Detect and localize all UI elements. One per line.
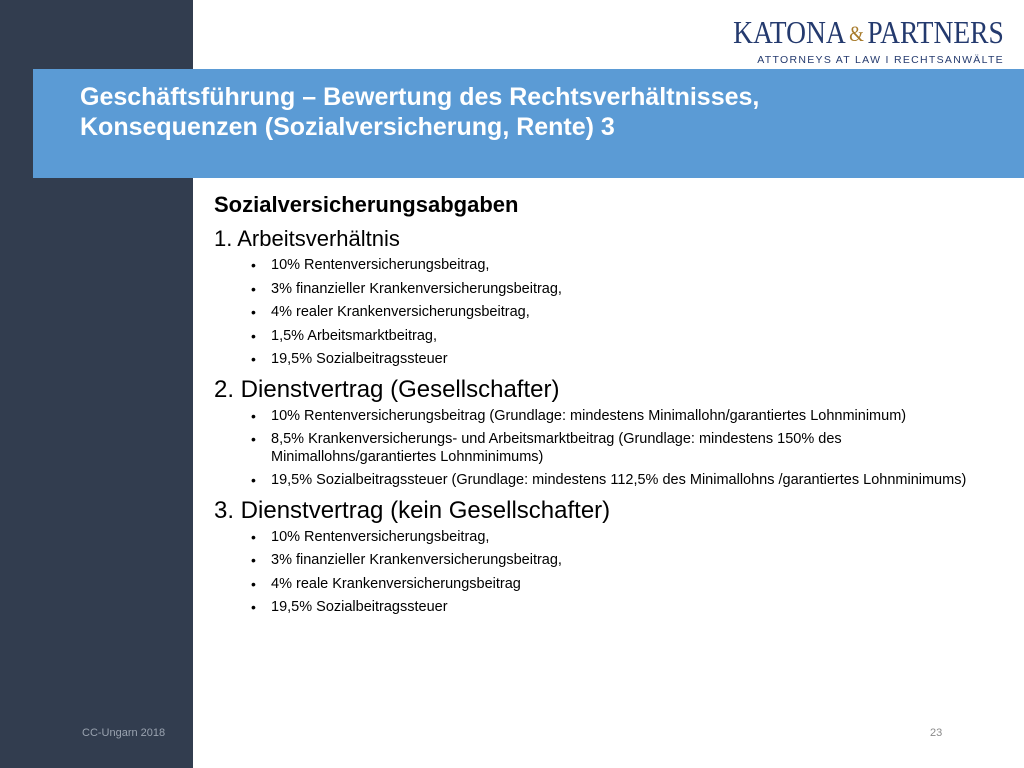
list-item-text: 1,5% Arbeitsmarktbeitrag,: [271, 327, 438, 344]
logo-tagline: ATTORNEYS AT LAW I RECHTSANWÄLTE: [757, 54, 1004, 66]
list-item-text: 3% finanzieller Krankenversicherungsbeitrag,: [271, 552, 562, 568]
section-list-dienstvertrag-gesellschafter: [214, 408, 974, 490]
bullet-icon: •: [251, 407, 256, 424]
list-item: [214, 351, 974, 369]
list-item-text: 10% Rentenversicherungsbeitrag,: [271, 257, 490, 273]
list-item-text: 10% Rentenversicherungsbeitrag,: [271, 528, 490, 545]
logo-ampersand: &: [849, 21, 865, 46]
section-title-dienstvertrag-kein-gesellschafter: 3. Dienstvertrag (kein Gesellschafter): [214, 496, 611, 524]
content-heading: Sozialversicherungsabgaben: [214, 192, 519, 217]
bullet-icon: •: [251, 431, 256, 447]
footer-label: CC-Ungarn 2018: [82, 727, 166, 739]
list-item-text: 3% finanzieller Krankenversicherungsbeitrag,: [271, 280, 562, 297]
list-item: [214, 304, 974, 322]
list-item: [214, 328, 974, 346]
slide-title-line-1: Geschäftsführung – Bewertung des Rechtsverhältnisses,: [80, 83, 760, 111]
list-item-text: 4% realer Krankenversicherungsbeitrag,: [271, 304, 530, 320]
section-list-arbeitsverhaeltnis: [214, 257, 974, 369]
bullet-icon: •: [251, 528, 256, 545]
list-item: [214, 408, 974, 426]
bullet-icon: •: [251, 257, 256, 273]
list-item: [214, 529, 974, 547]
slide-title: [80, 82, 980, 142]
list-item: [214, 257, 974, 275]
list-item-text: 10% Rentenversicherungsbeitrag (Grundlage: mindestens Minimallohn/garantiertes Lohnminimum): [271, 407, 907, 424]
list-item: [214, 472, 974, 490]
bullet-icon: •: [251, 575, 256, 592]
list-item-text: 4% reale Krankenversicherungsbeitrag: [271, 575, 521, 592]
logo-wordmark: [733, 14, 1004, 52]
list-item: [214, 552, 974, 570]
list-item: [214, 599, 974, 617]
section-title-arbeitsverhaeltnis: 1. Arbeitsverhältnis: [214, 226, 400, 251]
section-title-dienstvertrag-gesellschafter: 2. Dienstvertrag (Gesellschafter): [214, 375, 560, 403]
list-item: [214, 281, 974, 299]
company-logo: [733, 14, 1008, 70]
section-list-dienstvertrag-kein-gesellschafter: [214, 529, 974, 617]
bullet-icon: •: [251, 552, 256, 568]
bullet-icon: •: [251, 472, 256, 488]
bullet-icon: •: [251, 599, 256, 615]
list-item-text: 8,5% Krankenversicherungs- und Arbeitsmarktbeitrag (Grundlage: mindestens 150% des Minimallohns/garantiertes Lohnminimums): [271, 431, 842, 465]
logo-name-right: PARTNERS: [867, 14, 1004, 50]
slide-content: [214, 192, 974, 623]
list-item: [214, 431, 974, 466]
page-number: 23: [930, 727, 943, 739]
logo-name-left: KATONA: [733, 14, 846, 50]
bullet-icon: •: [251, 327, 256, 344]
bullet-icon: •: [251, 304, 256, 320]
list-item-text: 19,5% Sozialbeitragssteuer: [271, 351, 448, 367]
list-item: [214, 576, 974, 594]
title-bar: [33, 69, 1024, 178]
list-item-text: 19,5% Sozialbeitragssteuer: [271, 599, 448, 615]
slide-title-line-2: Konsequenzen (Sozialversicherung, Rente) 3: [80, 113, 615, 141]
bullet-icon: •: [251, 351, 256, 367]
bullet-icon: •: [251, 280, 256, 297]
list-item-text: 19,5% Sozialbeitragssteuer (Grundlage: mindestens 112,5% des Minimallohns /garantiertes Lohnminimums): [271, 472, 967, 488]
